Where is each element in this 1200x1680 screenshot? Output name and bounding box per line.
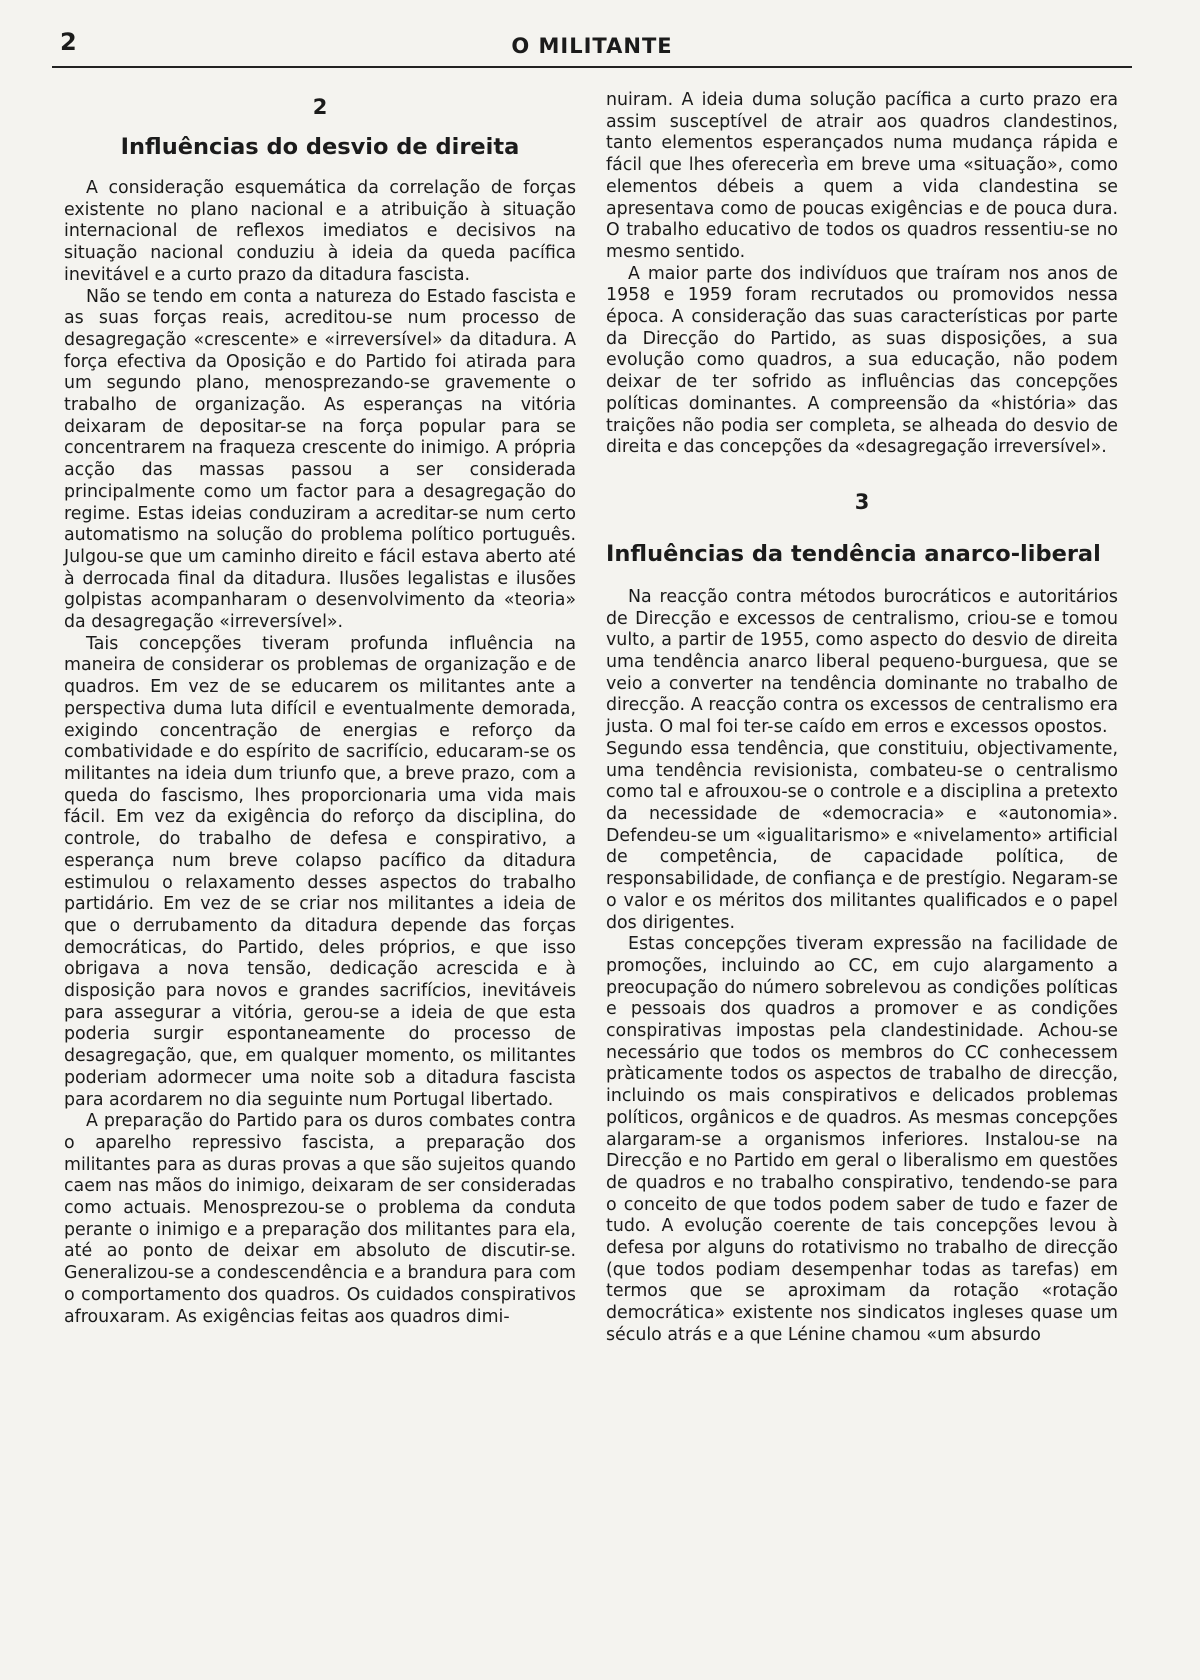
paragraph: A consideração esquemática da correlação de forças existente no plano nacional e a atribuição à situação internacional de reflexos imediatos e decisivos na situação nacional conduziu à ideia da queda pacífica inevitável e a curto prazo da ditadura fascista. — [64, 178, 576, 285]
section-number: 2 — [312, 95, 328, 119]
section-number: 3 — [854, 489, 870, 514]
right-column — [606, 90, 1118, 1347]
paragraph: A preparação do Partido para os duros combates contra o aparelho repressivo fascista, a preparação dos militantes para as duras provas a que são sujeitos quando caem nas mãos do inimigo, deixaram de ser consideradas como actuais. Menosprezou-se o problema da conduta perante o inimigo e a preparação dos militantes para ela, até ao ponto de deixar em absoluto de discutir-se. Generalizou-se a condescendência e a brandura para com o comportamento dos quadros. Os cuidados conspirativos afrouxaram. As exigências feitas aos quadros dimi- — [64, 1111, 576, 1327]
paragraph-continued: nuiram. A ideia duma solução pacífica a curto prazo era assim susceptível de atrair aos quadros clandestinos, tanto elementos esperançados numa mudança rápida e fácil que lhes oferecerìa em breve uma «situação», como elementos débeis a quem a vida clandestina se apresentava como de poucas exigências e de pouca dura. O trabalho educativo de todos os quadros ressentiu-se no mesmo sentido. — [606, 90, 1118, 262]
page-number: 2 — [60, 28, 77, 56]
section-title: Influências da tendência anarco-liberal — [606, 540, 1101, 567]
page-header — [52, 22, 1132, 68]
paragraph: Na reacção contra métodos burocráticos e autoritários de Direcção e excessos de centralismo, criou-se e tomou vulto, a partir de 1955, como aspecto do desvio de direita uma tendência anarco liberal pequeno-burguesa, que se veio a converter na tendência dominante no trabalho de direcção. A reacção contra os excessos de centralismo era justa. O mal foi ter-se caído em erros e excessos opostos. — [606, 586, 1118, 738]
section-title: Influências do desvio de direita — [120, 134, 520, 160]
running-title: O MILITANTE — [511, 34, 673, 58]
paragraph: Segundo essa tendência, que constituiu, objectivamente, uma tendência revisionista, combateu-se o centralismo como tal e afrouxou-se o controle e a disciplina a pretexto da necessidade de «democracia» e «autonomia». Defendeu-se um «igualitarismo» e «nivelamento» artificial de competência, de capacidade política, de responsabilidade, de confiança e de prestígio. Negaram-se o valor e os méritos dos militantes qualificados e o papel dos dirigentes. — [606, 738, 1118, 933]
left-column — [64, 90, 576, 1328]
paragraph: A maior parte dos indivíduos que traíram nos anos de 1958 e 1959 foram recrutados ou promovidos nessa época. A consideração das suas características por parte da Direcção do Partido, as suas disposições, a sua evolução como quadros, a sua educação, não podem deixar de ter sofrido as influências das concepções políticas dominantes. A compreensão da «história» das traições não podia ser completa, se alheada do desvio de direita e das concepções da «desagregação irreversível». — [606, 263, 1118, 458]
paragraph: Estas concepções tiveram expressão na facilidade de promoções, incluindo ao CC, em cujo alargamento a preocupação do número sobrelevou as condições políticas e pessoais dos quadros a promover e as condições conspirativas impostas pela clandestinidade. Achou-se necessário que todos os membros do CC conhecessem pràticamente todos os aspectos de trabalho de direcção, incluindo os mais conspirativos e delicados problemas políticos, orgânicos e de quadros. As mesmas concepções alargaram-se a organismos inferiores. Instalou-se na Direcção e no Partido em geral o liberalismo em questões de quadros e no trabalho conspirativo, tendendo-se para o conceito de que todos podem saber de tudo e fazer de tudo. A evolução coerente de tais concepções levou à defesa por alguns do rotativismo no trabalho de direcção (que todos podiam desempenhar todas as tarefas) em termos que se aproximam da rotação «rotação democrática» existente nos sindicatos ingleses quase um século atrás e a que Lénine chamou «um absurdo — [606, 934, 1118, 1345]
paragraph: Tais concepções tiveram profunda influência na maneira de considerar os problemas de organização e de quadros. Em vez de se educarem os militantes ante a perspectiva duma luta difícil e eventualmente demorada, exigindo concentração de energias e reforço da combatividade e do espírito de sacrifício, educaram-se os militantes na ideia dum triunfo que, a breve prazo, com a queda do fascismo, lhes proporcionaria uma vida mais fácil. Em vez da exigência do reforço da disciplina, do controle, do trabalho de defesa e conspirativo, a esperança num breve colapso pacífico da ditadura estimulou o relaxamento desses aspectos do trabalho partidário. Em vez de se criar nos militantes a ideia de que o derrubamento da ditadura depende das forças democráticas, do Partido, deles próprios, e que isso obrigava a nova tensão, dedicação acrescida e à disposição para novos e grandes sacrifícios, inevitáveis para assegurar a vitória, gerou-se a ideia de que esta poderia surgir espontaneamente do processo de desagregação, que, em qualquer momento, os militantes poderiam adormecer uma noite sob a ditadura fascista para acordarem no dia seguinte num Portugal libertado. — [64, 633, 576, 1110]
paragraph: Não se tendo em conta a natureza do Estado fascista e as suas forças reais, acreditou-se num processo de desagregação «crescente» e «irreversível» da ditadura. A força efectiva da Oposição e do Partido foi atirada para um segundo plano, menosprezando-se gravemente o trabalho de organização. As esperanças na vitória deixaram de depositar-se na força popular para se concentrarem na fraqueza crescente do inimigo. A própria acção das massas passou a ser considerada principalmente como um factor para a desagregação do regime. Estas ideias conduziram a acreditar-se num certo automatismo na solução do problema político português. Julgou-se que um caminho direito e fácil estava aberto até à derrocada final da ditadura. Ilusões legalistas e ilusões golpistas acompanharam o desenvolvimento da «teoria» da desagregação «irreversível». — [64, 286, 576, 633]
page-footer — [0, 1650, 1200, 1670]
